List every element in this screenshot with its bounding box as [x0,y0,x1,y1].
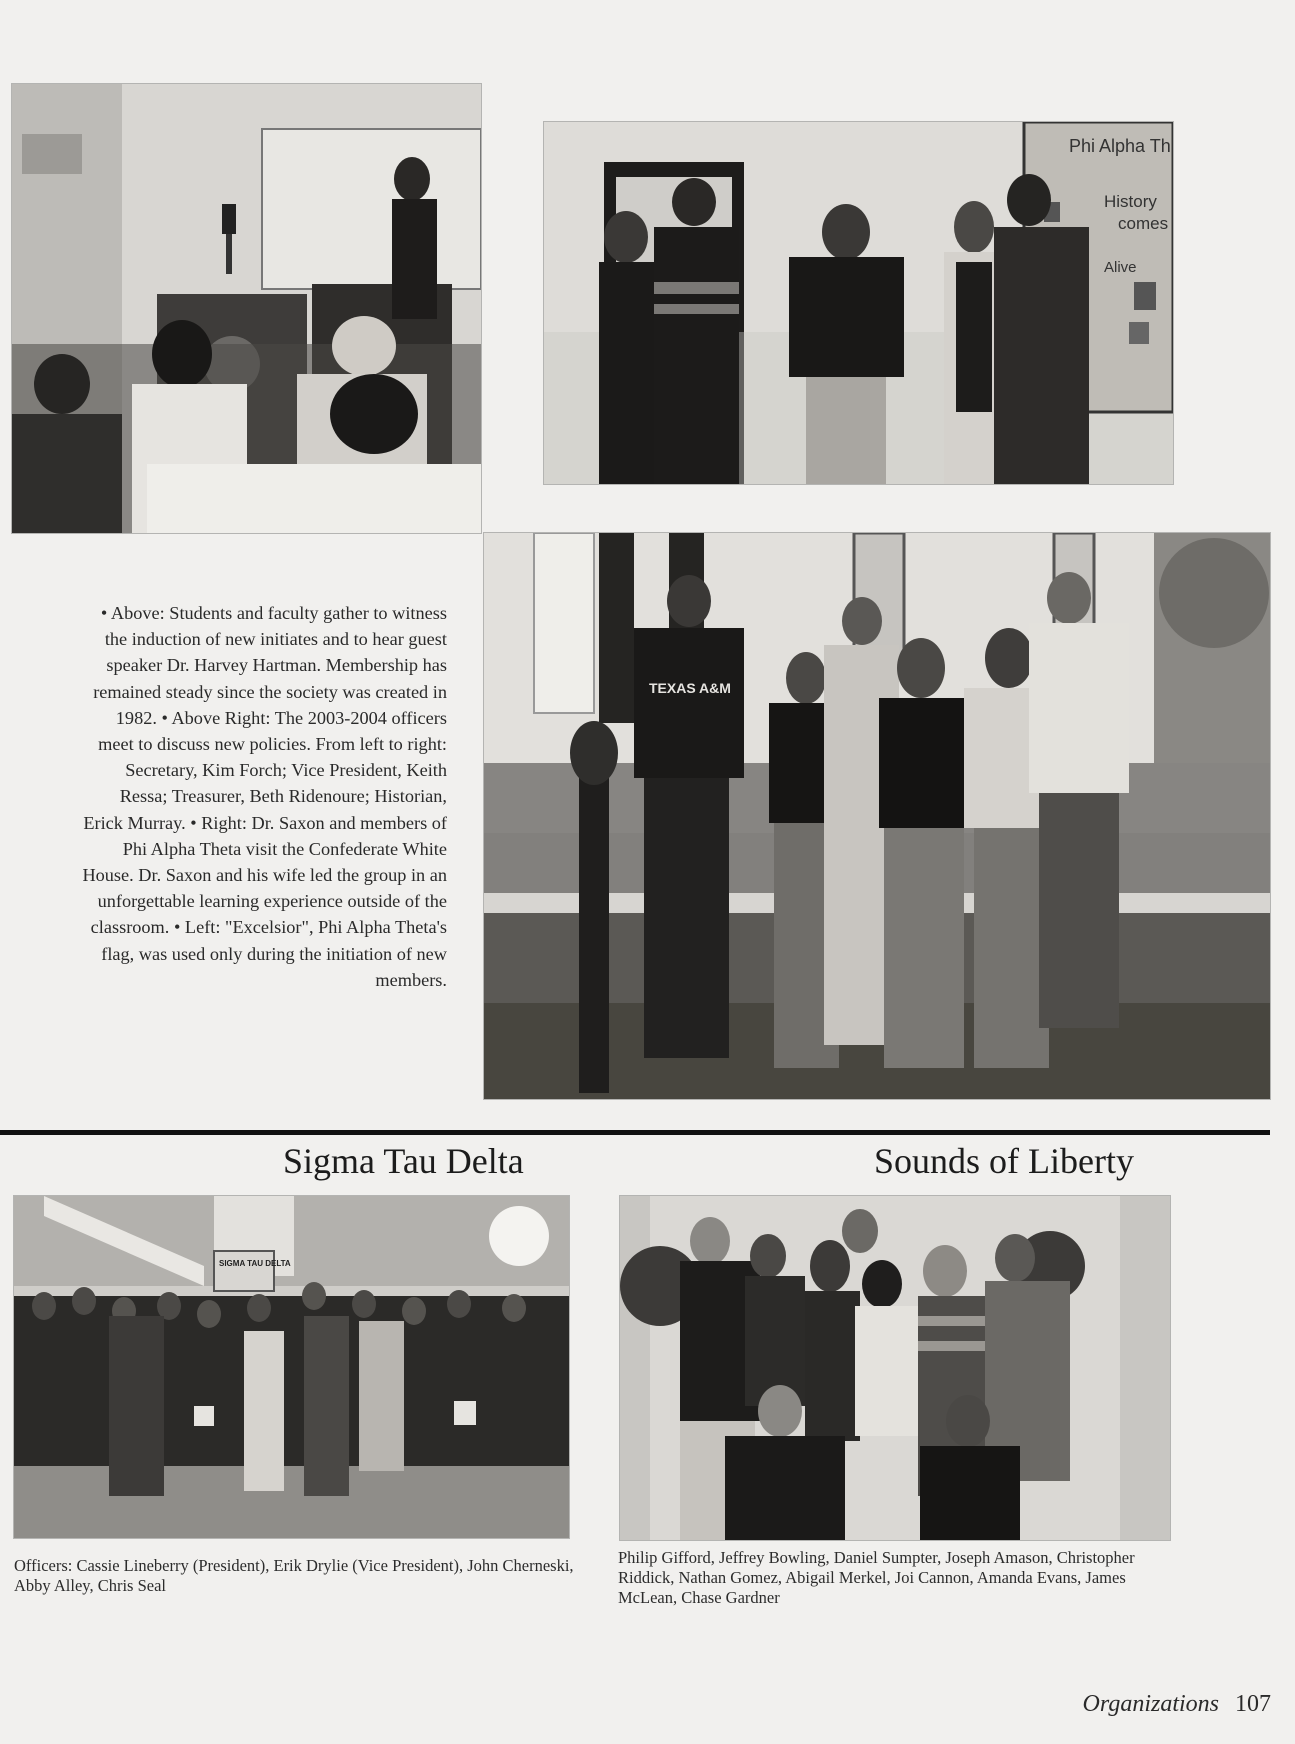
sounds-of-liberty-caption: Philip Gifford, Jeffrey Bowling, Daniel Sumpter, Joseph Amason, Christopher Riddick, Nathan Gomez, Abigail Merkel, Joi Cannon, Amanda Evans, James McLean, Chase Gardner [618,1548,1135,1607]
sign-line-1: Phi Alpha Th [1069,136,1171,156]
caption-above: • Above: Students and faculty gather to witness the induction of new initiates and to hear guest speaker Dr. Harvey Hartman. Membership has remained steady since the society was created in 1982. [93,603,447,728]
sign-line-3: comes [1118,214,1169,233]
visit-photo-image [484,533,1270,1099]
lecture-photo-image [12,84,481,533]
photo-officers-meeting [544,122,1173,484]
folio-section: Organizations [1082,1691,1219,1717]
sounds-photo-image [620,1196,1170,1540]
photo-sigma-tau-delta [14,1196,569,1538]
page-number: 107 [1235,1691,1271,1717]
photo-induction-lecture [12,84,481,533]
caption-right: • Right: Dr. Saxon and members of Phi Alpha Theta visit the Confederate White House. Dr. Saxon and his wife led the group in an unforgettable learning experience outside of the classroom. [82,812,447,938]
sigma-tau-delta-caption: Officers: Cassie Lineberry (President), Erik Drylie (Vice President), John Cherneski, Abby Alley, Chris Seal [14,1556,574,1595]
banner-text: SIGMA TAU DELTA [219,1259,291,1268]
main-caption [80,600,447,993]
section-divider [0,1130,1270,1135]
caption-above-right: • Above Right: The 2003-2004 officers meet to discuss new policies. From left to right: Secretary, Kim Forch; Vice President, Keith Ressa; Treasurer, Beth Ridenoure; Historian, Erick Murray. [83,707,447,833]
sign-line-2: History [1104,192,1157,211]
sign-line-4: Alive [1104,259,1137,276]
sounds-of-liberty-title: Sounds of Liberty [874,1141,1134,1181]
shirt-text: TEXAS A&M [649,680,731,696]
caption-left: • Left: "Excelsior", Phi Alpha Theta's flag, was used only during the initiation of new members. [101,917,447,990]
sigma-tau-delta-title: Sigma Tau Delta [283,1141,524,1181]
officers-photo-image [544,122,1173,484]
photo-white-house-visit [484,533,1270,1099]
photo-sounds-of-liberty [620,1196,1170,1540]
page-folio [1083,1691,1271,1718]
sigma-photo-image [14,1196,569,1538]
